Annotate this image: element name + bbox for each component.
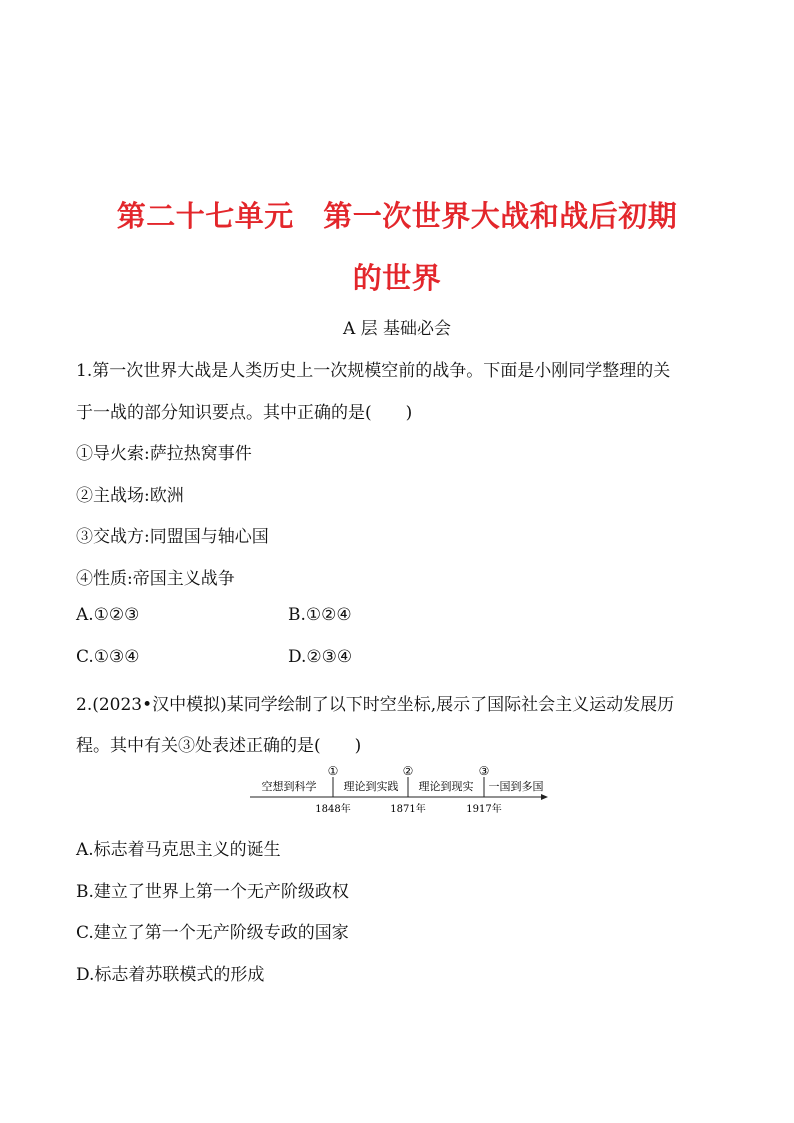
q1-item-1: ①导火索:萨拉热窝事件 — [76, 444, 252, 464]
q2-option-d: D.标志着苏联模式的形成 — [76, 965, 265, 985]
timeline-marker-3: ③ — [478, 764, 490, 778]
q1-option-b: B.①②④ — [288, 605, 352, 625]
q1-option-a: A.①②③ — [76, 605, 140, 625]
q1-item-4: ④性质:帝国主义战争 — [76, 569, 235, 589]
q1-item-2: ②主战场:欧洲 — [76, 486, 184, 506]
timeline-segment-2: 理论到实践 — [343, 780, 399, 793]
timeline-year-2: 1871年 — [390, 804, 426, 815]
timeline-segment-3: 理论到现实 — [418, 780, 474, 793]
q2-option-b: B.建立了世界上第一个无产阶级政权 — [76, 882, 349, 902]
timeline-marker-2: ② — [402, 764, 414, 778]
q1-option-c: C.①③④ — [76, 647, 140, 667]
q2-stem-line2: 程。其中有关③处表述正确的是( ) — [76, 736, 362, 756]
timeline-segment-1: 空想到科学 — [261, 780, 317, 793]
timeline-diagram — [250, 763, 550, 818]
q1-option-d: D.②③④ — [288, 647, 353, 667]
timeline-year-1: 1848年 — [315, 804, 351, 815]
q1-stem-line1: 1.第一次世界大战是人类历史上一次规模空前的战争。下面是小刚同学整理的关 — [76, 361, 671, 381]
timeline-segment-4: 一国到多国 — [488, 780, 544, 793]
timeline-marker-1: ① — [327, 764, 339, 778]
timeline-year-3: 1917年 — [466, 804, 502, 815]
timeline-arrow-icon — [541, 794, 548, 800]
q2-stem-line1: 2.(2023•汉中模拟)某同学绘制了以下时空坐标,展示了国际社会主义运动发展历 — [76, 695, 675, 715]
unit-title-line1: 第二十七单元 第一次世界大战和战后初期 — [116, 199, 678, 233]
q2-option-a: A.标志着马克思主义的诞生 — [76, 840, 281, 860]
q1-stem-line2: 于一战的部分知识要点。其中正确的是( ) — [76, 403, 413, 423]
q2-option-c: C.建立了第一个无产阶级专政的国家 — [76, 923, 349, 943]
unit-title-line2: 的世界 — [352, 261, 442, 295]
q1-item-3: ③交战方:同盟国与轴心国 — [76, 527, 269, 547]
section-heading: A 层 基础必会 — [342, 319, 452, 339]
